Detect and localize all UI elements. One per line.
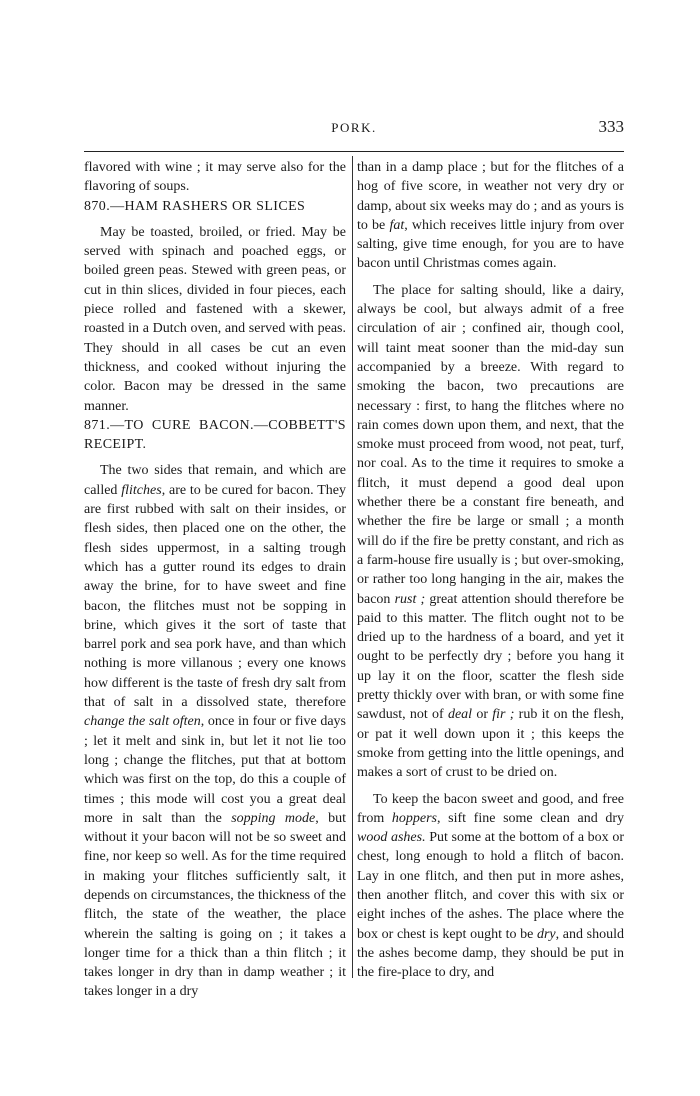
italic-term: deal: [447, 707, 473, 723]
recipe-870-text: May be toasted, broiled, or fried. May be served with spinach and poached eggs, or boiled green peas. Stewed with green peas, or cut in thin slices, divided in four pieces, each piece rolled and fastened with a skewer, roasted in a Dutch oven, and served with peas. They should in all cases be cut an even thickness, and cooked without injuring the color. Bacon may be dressed in the same manner.: [84, 224, 346, 414]
recipe-heading-871: 871.—TO CURE BACON.—COBBETT'S RECEIPT.: [84, 417, 346, 453]
italic-term: flitches: [121, 482, 162, 498]
running-head: PORK.: [331, 120, 377, 135]
recipe-heading-870: 870.—HAM RASHERS OR SLICES: [84, 198, 306, 214]
page-header: [84, 117, 624, 142]
keeping-bacon-paragraph: To keep the bacon sweet and good, and free from hoppers, sift fine some clean and dry wood ashes. Put some at the bottom of a box or chest, long enough to hold a flitch of bacon. Lay in one flitch, and then put in more ashes, then another flitch, and cover this with six or eight inches of the ashes. The place where the box or chest is kept ought to be dry, and should the ashes become damp, they should be put in the fire-place to dry, and: [357, 791, 624, 981]
right-column: [357, 158, 624, 982]
italic-term: fat: [389, 217, 405, 233]
recipe-871-text: The two sides that remain, and which are called flitches, are to be cured for bacon. They are first rubbed with salt on their insides, or flesh sides, then placed one on the other, the flesh sides uppermost, in a salting trough which has a gutter round its edges to drain away the brine, for to have sweet and fine bacon, the flitches must not be sopping in brine, which gives it the sort of taste that barrel pork and sea pork have, and than which nothing is more villanous ; every one knows how different is the taste of fresh dry salt from that of salt in a dissolved state, therefore change the salt often, once in four or five days ; let it melt and sink in, but let it not lie too long ; change the flitches, put that at bottom which was first on the top, do this a couple of times ; this mode will cost you a great deal more in salt than the sopping mode, but without it your bacon will not be so sweet and fine, nor keep so well. As for the time required in making your flitches sufficiently salt, it depends on circumstances, the thickness of the flitch, the state of the weather, the place wherein the salting is going on ; it takes a longer time for a thick than a thin flitch ; it takes longer in dry than in damp weather ; it takes longer in a dry: [84, 463, 346, 1000]
italic-term: change the salt often: [84, 714, 201, 730]
italic-term: sopping mode: [231, 810, 316, 826]
salting-place-paragraph: The place for salting should, like a dairy, always be cool, but always admit of a free circulation of air ; confined air, though cool, will taint meat sooner than the mid-day sun accompanied by a breeze. With regard to smoking the bacon, two precautions are necessary : first, to hang the flitches where no rain comes down upon them, and next, that the smoke must proceed from wood, not peat, turf, nor coal. As to the time it requires to smoke a flitch, it must depend a good deal upon whether there be a constant fire beneath, and whether the fire be large or small ; a month will do if the fire be pretty constant, and rich as a farm-house fire usually is ; but over-smoking, or rather too long hanging in the air, makes the bacon rust ; great attention should therefore be paid to this matter. The flitch ought not to be dried up to the hardness of a board, and yet it ought to be perfectly dry ; before you hang it up lay it on the floor, scatter the flesh side pretty thickly over with bran, or with some fine sawdust, not of deal or fir ; rub it on the flesh, or pat it well down upon it ; this keeps the smoke from getting into the little openings, and makes a sort of crust to be dried on.: [357, 282, 624, 781]
continued-paragraph: flavored with wine ; it may serve also for the flavoring of soups.: [84, 160, 346, 195]
italic-term: wood ashes.: [357, 830, 426, 846]
continued-paragraph-right: than in a damp place ; but for the flitches of a hog of five score, in weather not very dry or damp, about six weeks may do ; and as yours is to be fat, which receives little injury from over salting, give time enough, for you are to have bacon until Christmas comes again.: [357, 160, 625, 272]
column-divider: [352, 156, 353, 978]
italic-term: dry: [536, 926, 556, 942]
italic-term: fir ;: [492, 707, 515, 723]
left-column: [84, 158, 346, 1002]
header-rule: [84, 151, 624, 152]
page-number: 333: [598, 117, 624, 136]
italic-term: hoppers: [391, 810, 437, 826]
italic-term: rust ;: [394, 591, 426, 607]
